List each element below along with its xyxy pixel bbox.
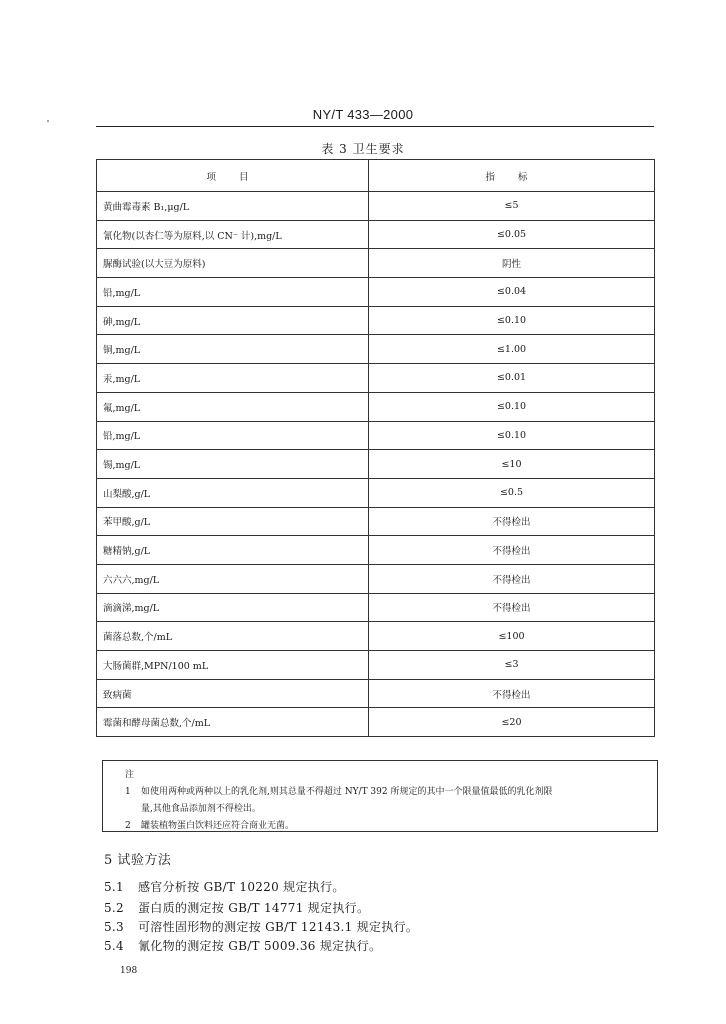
note-item [125,784,637,818]
method-item [104,918,418,935]
method-text: 感官分析按 GB/T 10220 规定执行。 [138,880,345,894]
row-value: ≤0.10 [369,306,655,335]
row-value: ≤10 [369,450,655,479]
row-value: ≤0.05 [369,220,655,249]
table-header-row [97,160,655,192]
row-value: ≤1.00 [369,335,655,364]
table-row [97,421,655,450]
row-item: 六六六,mg/L [97,564,369,593]
row-item: 山梨酸,g/L [97,478,369,507]
note-number: 2 [125,821,131,831]
method-number: 5.4 [104,939,124,953]
method-item [104,899,369,916]
method-text: 氰化物的测定按 GB/T 5009.36 规定执行。 [138,939,382,953]
row-value: ≤0.01 [369,364,655,393]
row-item: 霉菌和酵母菌总数,个/mL [97,708,369,737]
row-item: 大肠菌群,MPN/100 mL [97,651,369,680]
table-row [97,593,655,622]
table-row [97,220,655,249]
row-value: ≤20 [369,708,655,737]
row-item: 滴滴涕,mg/L [97,593,369,622]
row-value: 不得检出 [369,679,655,708]
page-number: 198 [120,966,138,976]
row-item: 砷,mg/L [97,306,369,335]
note-number: 1 [125,787,131,797]
method-item [104,878,345,895]
table-row [97,364,655,393]
note-text: 罐装植物蛋白饮料还应符合商业无菌。 [141,821,295,831]
row-value: ≤3 [369,651,655,680]
table-row [97,507,655,536]
row-value: ≤0.10 [369,392,655,421]
standard-code: NY/T 433—2000 [312,107,414,122]
row-item: 铅,mg/L [97,278,369,307]
row-value: ≤0.10 [369,421,655,450]
row-item: 铅,mg/L [97,421,369,450]
row-item: 汞,mg/L [97,364,369,393]
note-item [125,818,637,835]
table-notes [102,760,658,832]
method-text: 蛋白质的测定按 GB/T 14771 规定执行。 [138,901,370,915]
row-item: 铜,mg/L [97,335,369,364]
table-row [97,249,655,278]
row-item: 黄曲霉毒素 B₁,μg/L [97,192,369,221]
row-value: 阴性 [369,249,655,278]
table-row [97,622,655,651]
column-header-value: 指 标 [369,160,655,192]
row-item: 苯甲酸,g/L [97,507,369,536]
row-value: 不得检出 [369,507,655,536]
table-row [97,708,655,737]
table-row [97,651,655,680]
table-row [97,192,655,221]
row-value: ≤0.04 [369,278,655,307]
table-row [97,392,655,421]
row-value: 不得检出 [369,593,655,622]
method-number: 5.3 [104,920,124,934]
row-value: 不得检出 [369,536,655,565]
row-item: 菌落总数,个/mL [97,622,369,651]
method-number: 5.2 [104,901,124,915]
method-item [104,937,381,954]
row-value: ≤0.5 [369,478,655,507]
notes-title: 注 [125,770,135,780]
row-item: 糖精钠,g/L [97,536,369,565]
table-row [97,679,655,708]
table-row [97,536,655,565]
table-row [97,564,655,593]
header-rule [96,126,654,127]
method-number: 5.1 [104,880,124,894]
note-text: 如使用两种或两种以上的乳化剂,则其总量不得超过 NY/T 392 所规定的其中一个限量值最低的乳化剂限 [141,787,553,797]
table-row [97,450,655,479]
row-item: 脲酶试验(以大豆为原料) [97,249,369,278]
hygiene-requirements-table [96,159,655,737]
row-item: 锡,mg/L [97,450,369,479]
table-row [97,306,655,335]
method-text: 可溶性固形物的测定按 GB/T 12143.1 规定执行。 [138,920,419,934]
note-text-continued: 量,其他食品添加剂不得检出。 [141,804,261,814]
table-row [97,335,655,364]
row-item: 氟,mg/L [97,392,369,421]
table-row [97,278,655,307]
row-value: 不得检出 [369,564,655,593]
section-title: 5 试验方法 [104,853,172,868]
row-value: ≤100 [369,622,655,651]
row-item: 氰化物(以杏仁等为原料,以 CN⁻ 计),mg/L [97,220,369,249]
table-row [97,478,655,507]
column-header-item: 项 目 [97,160,369,192]
row-item: 致病菌 [97,679,369,708]
row-value: ≤5 [369,192,655,221]
table-caption: 表 3 卫生要求 [321,142,405,156]
